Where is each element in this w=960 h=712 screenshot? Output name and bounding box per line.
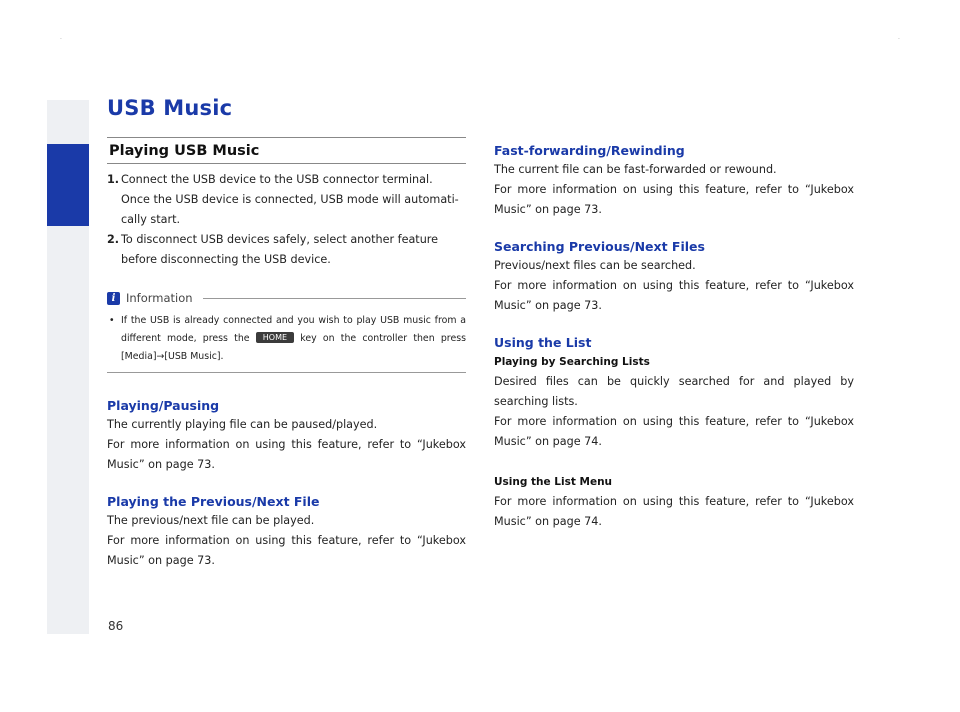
- step-line: cally start.: [121, 213, 181, 226]
- step-number: 1.: [107, 173, 120, 186]
- step-line: To disconnect USB devices safely, select another feature: [121, 233, 439, 246]
- information-header: [107, 288, 466, 308]
- minor-heading: Playing by Searching Lists: [494, 356, 650, 368]
- information-box: [107, 288, 466, 373]
- step-list: [107, 170, 466, 270]
- step-line: before disconnecting the USB device.: [121, 253, 331, 266]
- page-number: 86: [108, 619, 124, 633]
- information-text: [107, 312, 466, 366]
- minor-heading: Using the List Menu: [494, 476, 613, 488]
- step-number: 2.: [107, 233, 120, 246]
- left-column: [107, 137, 466, 571]
- subsection-title-using-list: Using the List: [494, 335, 592, 350]
- info-text-a: If the USB is already connected and you wish to play USB music from a different mode, press the: [121, 315, 466, 344]
- paragraph: For more information on using this feature, refer to “Jukebox Music” on page 73.: [494, 183, 854, 216]
- divider: [107, 372, 466, 373]
- subsection-title-fast-forwarding: Fast-forwarding/Rewinding: [494, 143, 685, 158]
- divider: [203, 298, 466, 299]
- crop-mark-left: ·: [60, 36, 62, 43]
- step-line: Once the USB device is connected, USB mode will automati-: [121, 193, 459, 206]
- paragraph: For more information on using this feature, refer to “Jukebox Music” on page 73.: [494, 279, 854, 312]
- paragraph: For more information on using this feature, refer to “Jukebox Music” on page 74.: [494, 495, 854, 528]
- bullet: •: [109, 315, 115, 326]
- paragraph: For more information on using this feature, refer to “Jukebox Music” on page 73.: [107, 534, 466, 567]
- right-column: [494, 142, 854, 532]
- subsection-title-playing-pausing: Playing/Pausing: [107, 398, 220, 413]
- paragraph: The previous/next file can be played.: [107, 514, 315, 527]
- information-label: Information: [126, 291, 193, 305]
- subsection-title-previous-next-file: Playing the Previous/Next File: [107, 494, 320, 509]
- paragraph: For more information on using this feature, refer to “Jukebox Music” on page 74.: [494, 415, 854, 448]
- paragraph: For more information on using this feature, refer to “Jukebox Music” on page 73.: [107, 438, 466, 471]
- chapter-tab: [47, 144, 89, 226]
- page-title: USB Music: [107, 96, 233, 120]
- step-line: Connect the USB device to the USB connector terminal.: [121, 173, 433, 186]
- info-icon: i: [107, 292, 120, 305]
- paragraph: The current file can be fast-forwarded or rewound.: [494, 163, 777, 176]
- subsection-title-searching-files: Searching Previous/Next Files: [494, 239, 705, 254]
- step-1: [107, 170, 466, 230]
- paragraph: The currently playing file can be paused/played.: [107, 418, 378, 431]
- crop-mark-right: ·: [898, 36, 900, 43]
- paragraph: Desired files can be quickly searched for and played by searching lists.: [494, 375, 854, 408]
- info-text-b: key on the controller then press [Media]→[USB Music].: [121, 333, 466, 362]
- paragraph: Previous/next files can be searched.: [494, 259, 696, 272]
- section-title: Playing USB Music: [107, 137, 466, 164]
- home-key-badge: HOME: [256, 332, 294, 343]
- step-2: [107, 230, 466, 270]
